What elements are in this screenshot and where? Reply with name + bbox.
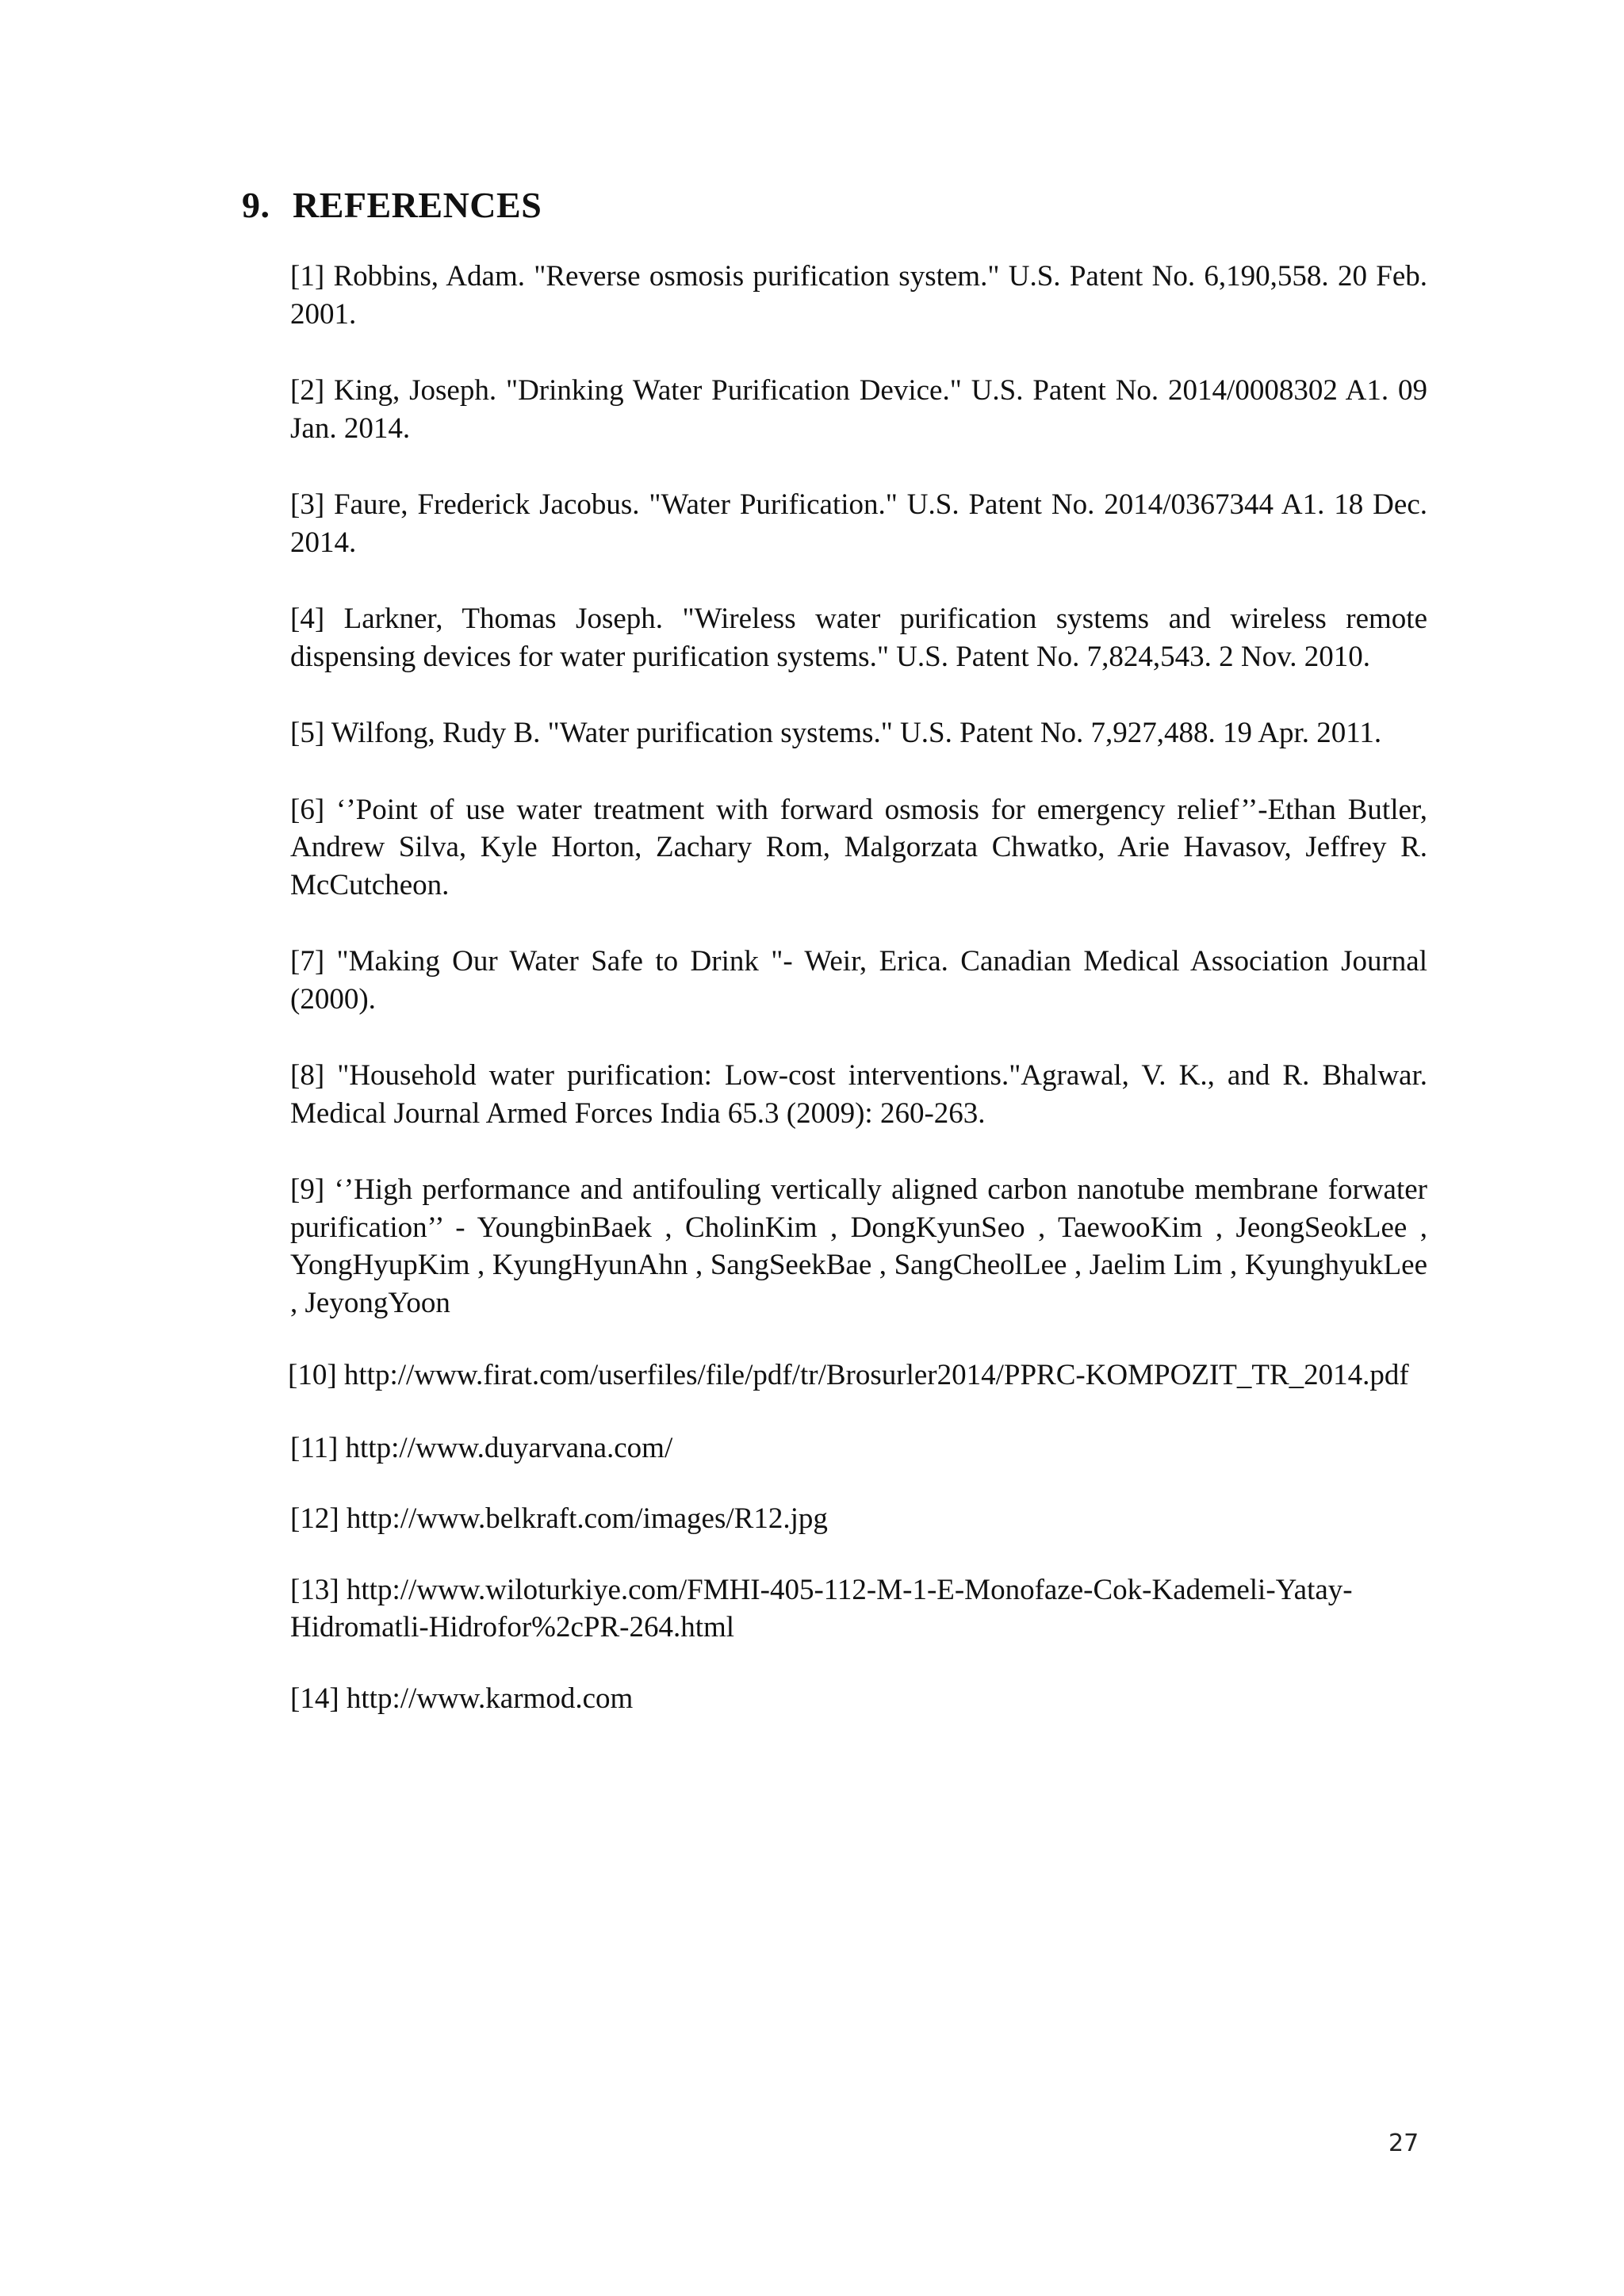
reference-link[interactable]: [11] http://www.duyarvana.com/ (290, 1431, 673, 1464)
reference-item: [7] "Making Our Water Safe to Drink "- Weir, Erica. Canadian Medical Association Journal (2000). (290, 945, 1427, 1016)
reference-link[interactable]: [10] http://www.firat.com/userfiles/file/pdf/tr/Brosurler2014/PPRC-KOMPOZIT_TR_2014.pdf (288, 1359, 1409, 1391)
reference-item: [8] "Household water purification: Low-cost interventions."Agrawal, V. K., and R. Bhalwar. Medical Journal Armed Forces India 65.3 (2009): 260-263. (290, 1059, 1427, 1130)
page-number: 27 (1388, 2130, 1419, 2157)
reference-item: [9] ‘’High performance and antifouling vertically aligned carbon nanotube membrane forwater purification’’ - YoungbinBaek , CholinKim , DongKyunSeo , TaewooKim , JeongSeokLee , YongHyupKim , KyungHyunAhn , SangSeekBae , SangCheolLee , Jaelim Lim , KyunghyukLee , JeyongYoon (290, 1173, 1427, 1319)
reference-link[interactable]: [12] http://www.belkraft.com/images/R12.jpg (290, 1502, 828, 1535)
reference-item: [2] King, Joseph. "Drinking Water Purification Device." U.S. Patent No. 2014/0008302 A1. 09 Jan. 2014. (290, 374, 1427, 445)
reference-item: [3] Faure, Frederick Jacobus. "Water Purification." U.S. Patent No. 2014/0367344 A1. 18 Dec. 2014. (290, 488, 1427, 559)
section-number: 9. (242, 185, 270, 225)
section-heading (242, 184, 542, 226)
reference-item: [4] Larkner, Thomas Joseph. "Wireless water purification systems and wireless remote dispensing devices for water purification systems." U.S. Patent No. 7,824,543. 2 Nov. 2010. (290, 603, 1427, 673)
section-title: REFERENCES (293, 185, 542, 225)
reference-link[interactable]: [14] http://www.karmod.com (290, 1682, 634, 1715)
reference-item: [5] Wilfong, Rudy B. "Water purification systems." U.S. Patent No. 7,927,488. 19 Apr. 2011. (290, 717, 1382, 749)
reference-link[interactable]: [13] http://www.wiloturkiye.com/FMHI-405-112-M-1-E-Monofaze-Cok-Kademeli-Yatay-Hidromatli-Hidrofor%2cPR-264.html (290, 1573, 1353, 1644)
reference-item: [6] ‘’Point of use water treatment with forward osmosis for emergency relief’’-Ethan Butler, Andrew Silva, Kyle Horton, Zachary Rom, Malgorzata Chwatko, Arie Havasov, Jeffrey R. McCutcheon. (290, 793, 1427, 901)
reference-item: [1] Robbins, Adam. "Reverse osmosis purification system." U.S. Patent No. 6,190,558. 20 Feb. 2001. (290, 260, 1427, 331)
reference-list (290, 258, 1427, 1717)
